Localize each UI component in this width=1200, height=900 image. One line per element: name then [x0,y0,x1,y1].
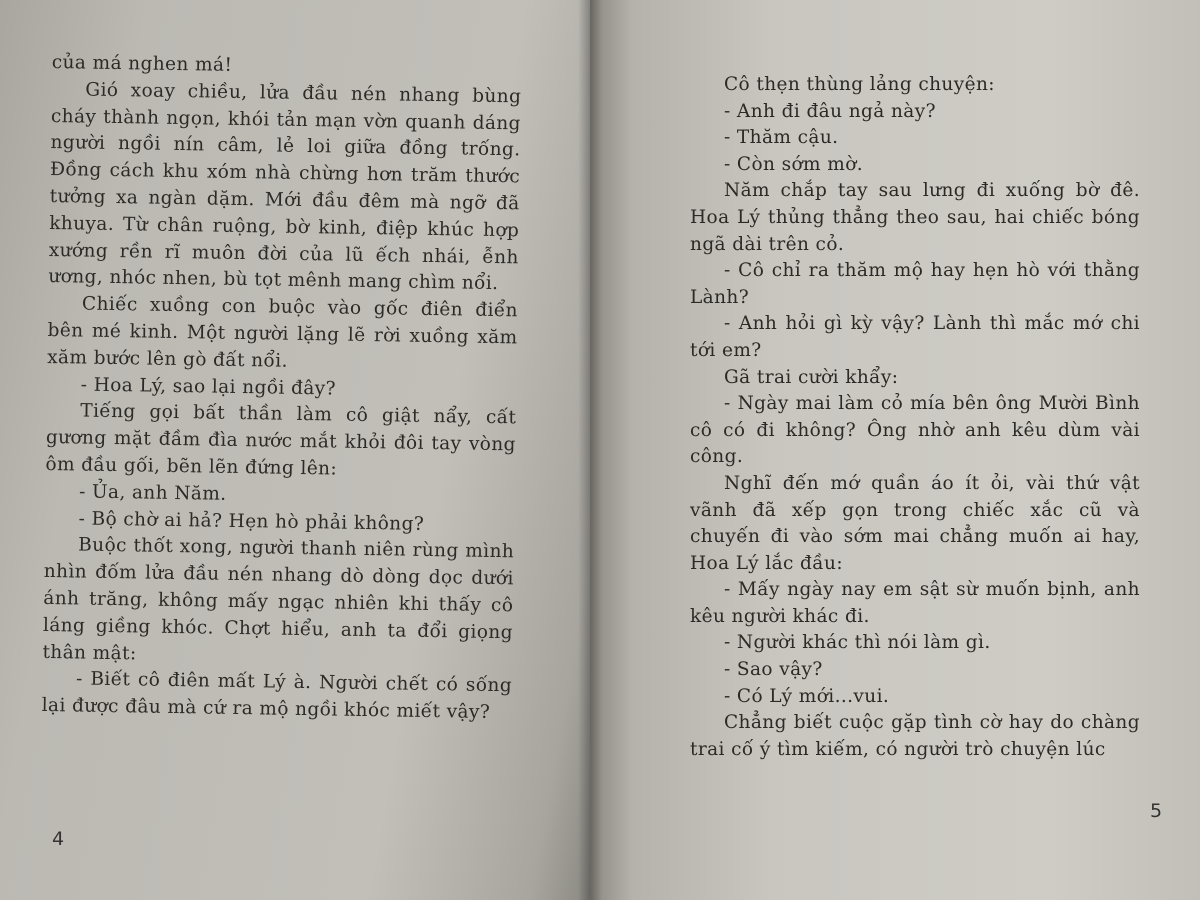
right-page-number: 5 [1150,800,1163,822]
paragraph: - Có Lý mới...vui. [724,685,890,707]
paragraph: Gã trai cười khẩy: [724,366,899,388]
paragraph: Chiếc xuồng con buộc vào gốc điên điển bên mé kinh. Một người lặng lẽ rời xuồng xăm xăm bước lên gò đất nổi. [47,293,519,372]
paragraph: Cô thẹn thùng lảng chuyện: [724,74,995,95]
paragraph: - Mấy ngày nay em sật sừ muốn bịnh, anh kêu người khác đi. [690,579,1140,627]
paragraph: - Bộ chờ ai hả? Hẹn hò phải không? [78,508,425,535]
paragraph: Nghĩ đến mớ quần áo ít ỏi, vài thứ vật vãnh đã xếp gọn trong chiếc xắc cũ và chuyến đi vào sớm mai chẳng muốn ai hay, Hoa Lý lắc đầu: [690,472,1140,574]
paragraph: Buộc thốt xong, người thanh niên rùng mình nhìn đốm lửa đầu nén nhang dò dòng dọc dưới ánh trăng, không mấy ngạc nhiên khi thấy cô láng giềng khóc. Chợt hiểu, anh ta đổi giọng thân mật: [42,534,515,664]
left-page-number: 4 [52,828,65,850]
paragraph: - Sao vậy? [724,659,823,681]
book-gutter [578,0,602,900]
paragraph: - Thăm cậu. [724,127,839,149]
paragraph: Gió xoay chiều, lửa đầu nén nhang bùng cháy thành ngọn, khói tản mạn vờn quanh dáng người ngồi nín câm, lẻ loi giữa đồng trống. Đồng cách khu xóm nhà chừng hơn trăm thước tưởng xa ngàn dặm. Mới đầu đêm mà ngỡ đã khuya. Từ chân ruộng, bờ kinh, điệp khúc hợp xướng rền rĩ muôn đời của lũ ếch nhái, ễnh ương, nhóc nhen, bù tọt mênh mang chìm nổi. [48,79,522,295]
left-page [0,0,590,900]
paragraph: - Người khác thì nói làm gì. [724,632,991,654]
right-page-text [690,72,1140,763]
paragraph: - Còn sớm mờ. [724,153,864,175]
paragraph: - Biết cô điên mất Lý à. Người chết có sống lại được đâu mà cứ ra mộ ngồi khóc miết vậy? [41,668,513,724]
paragraph: của má nghen má! [51,51,233,76]
left-page-text [41,50,521,727]
paragraph: - Cô chỉ ra thăm mộ hay hẹn hò với thằng Lành? [690,260,1140,308]
paragraph: Chẳng biết cuộc gặp tình cờ hay do chàng trai cố ý tìm kiếm, có người trò chuyện lúc [690,712,1140,760]
paragraph: - Anh đi đâu ngả này? [724,100,936,122]
paragraph: - Ngày mai làm cỏ mía bên ông Mười Bình cô có đi không? Ông nhờ anh kêu dùm vài công. [690,393,1140,468]
right-page [590,0,1200,900]
paragraph: Tiếng gọi bất thần làm cô giật nẩy, cất gương mặt đầm đìa nước mắt khỏi đôi tay vòng ôm đầu gối, bẽn lẽn đứng lên: [45,400,517,480]
paragraph: - Hoa Lý, sao lại ngồi đây? [80,374,337,400]
paragraph: - Anh hỏi gì kỳ vậy? Lành thì mắc mớ chi tới em? [690,313,1140,361]
paragraph: Năm chắp tay sau lưng đi xuống bờ đê. Hoa Lý thủng thẳng theo sau, hai chiếc bóng ngã dài trên cỏ. [690,180,1140,255]
paragraph: - Ủa, anh Năm. [78,481,227,505]
